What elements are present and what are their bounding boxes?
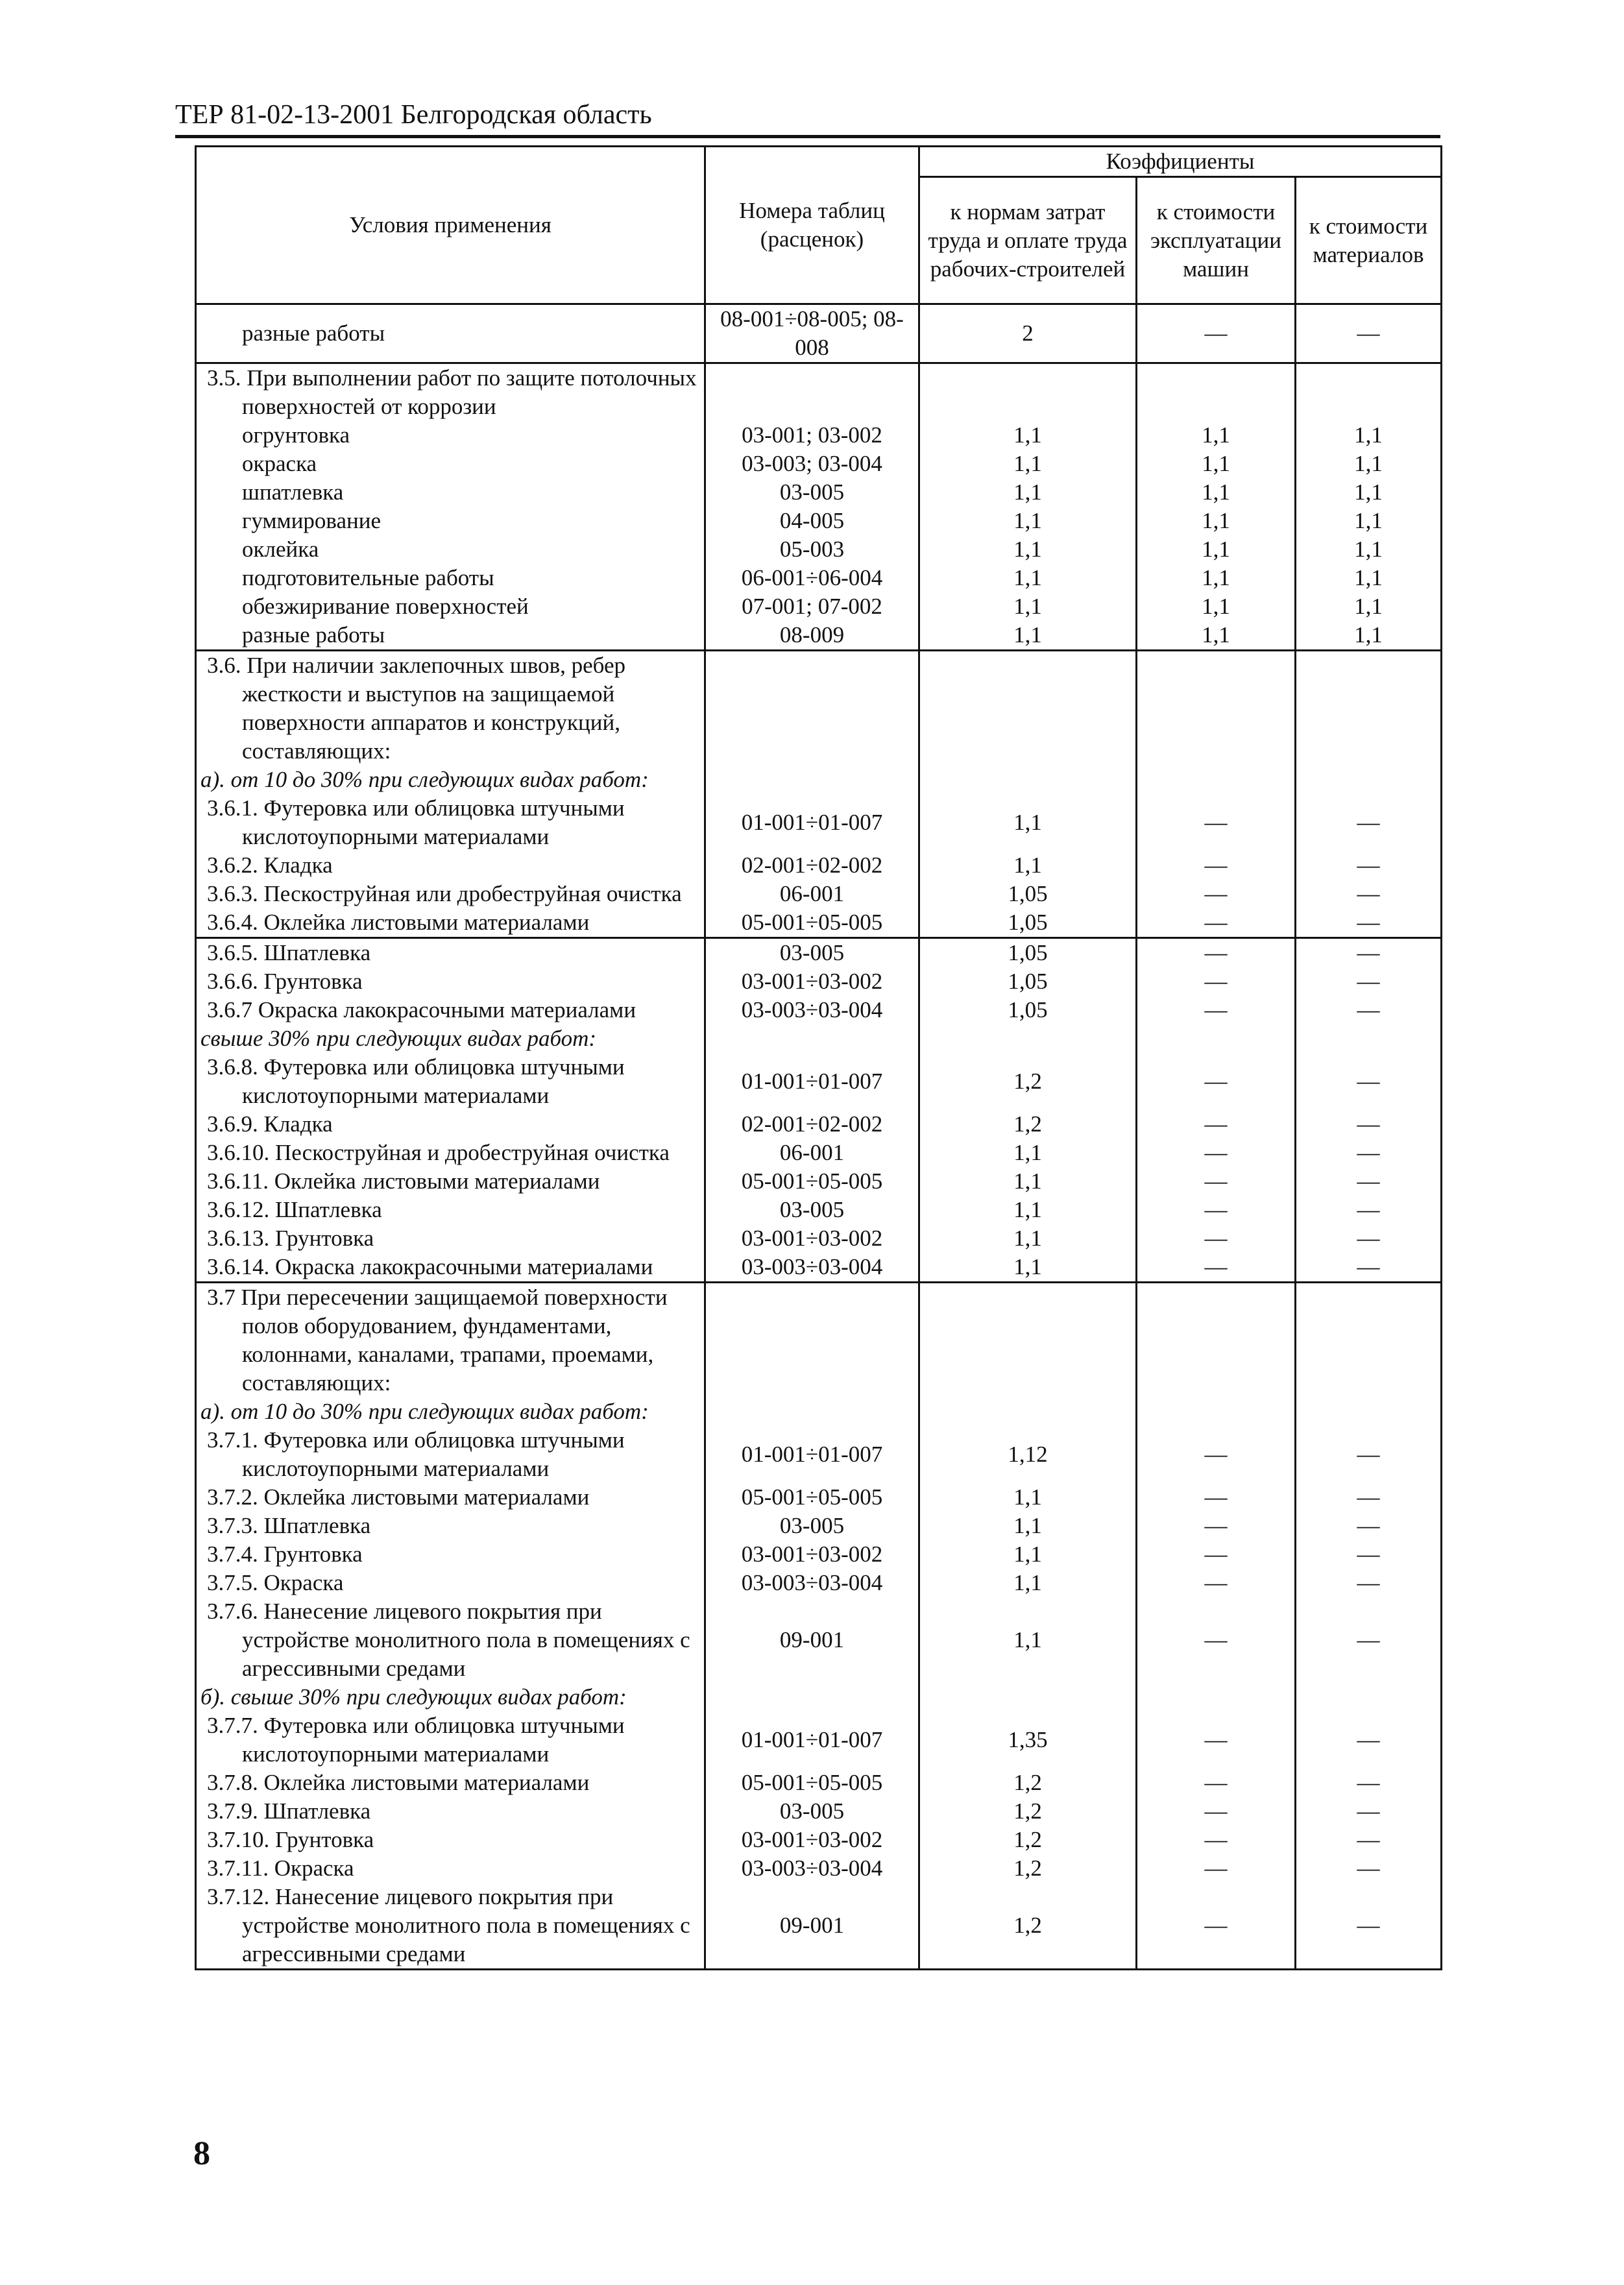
row-materials-coefficient: 1,1 — [1296, 621, 1442, 651]
row-condition: разные работы — [196, 304, 705, 363]
row-labor-coefficient: 1,2 — [919, 1053, 1137, 1110]
row-table-numbers: 03-005 — [705, 1196, 919, 1224]
row-condition: 3.6.4. Оклейка листовыми материалами — [196, 908, 705, 938]
row-machines-coefficient: — — [1137, 1224, 1296, 1253]
row-materials-coefficient: — — [1296, 996, 1442, 1024]
row-table-numbers: 03-001÷03-002 — [705, 1826, 919, 1854]
row-condition: 3.6.8. Футеровка или облицовка штучными кислотоупорными материалами — [196, 1053, 705, 1110]
row-table-numbers — [705, 1024, 919, 1053]
row-labor-coefficient: 1,1 — [919, 621, 1137, 651]
row-labor-coefficient: 2 — [919, 304, 1137, 363]
row-condition: 3.7.5. Окраска — [196, 1569, 705, 1597]
row-machines-coefficient: — — [1137, 1053, 1296, 1110]
row-machines-coefficient: 1,1 — [1137, 478, 1296, 507]
row-machines-coefficient: — — [1137, 1139, 1296, 1167]
row-machines-coefficient: — — [1137, 1167, 1296, 1196]
table-row — [196, 1483, 1442, 1512]
row-labor-coefficient: 1,1 — [919, 1139, 1137, 1167]
row-condition: 3.6.10. Пескоструйная и дробеструйная очистка — [196, 1139, 705, 1167]
row-machines-coefficient: — — [1137, 938, 1296, 968]
row-condition: 3.5. При выполнении работ по защите потолочных поверхностей от коррозии — [196, 363, 705, 422]
row-machines-coefficient — [1137, 651, 1296, 766]
table-row — [196, 1597, 1442, 1683]
row-condition: 3.7.6. Нанесение лицевого покрытия при устройстве монолитного пола в помещениях с агрессивными средами — [196, 1597, 705, 1683]
row-table-numbers: 03-003÷03-004 — [705, 1854, 919, 1883]
table-row — [196, 1854, 1442, 1883]
row-materials-coefficient: 1,1 — [1296, 535, 1442, 564]
table-row — [196, 1253, 1442, 1283]
table-row — [196, 1883, 1442, 1970]
row-condition: 3.7.4. Грунтовка — [196, 1540, 705, 1569]
row-table-numbers: 04-005 — [705, 507, 919, 535]
table-row — [196, 1683, 1442, 1711]
row-table-numbers: 01-001÷01-007 — [705, 1711, 919, 1769]
row-materials-coefficient: — — [1296, 1253, 1442, 1283]
row-table-numbers: 02-001÷02-002 — [705, 851, 919, 880]
row-machines-coefficient: — — [1137, 1253, 1296, 1283]
row-materials-coefficient: — — [1296, 1597, 1442, 1683]
row-table-numbers: 05-001÷05-005 — [705, 1483, 919, 1512]
row-table-numbers: 03-005 — [705, 938, 919, 968]
table-row — [196, 1110, 1442, 1139]
row-machines-coefficient: 1,1 — [1137, 535, 1296, 564]
table-row — [196, 1283, 1442, 1398]
running-header: ТЕР 81-02-13-2001 Белгородская область — [175, 97, 1440, 138]
row-condition: 3.7.8. Оклейка листовыми материалами — [196, 1769, 705, 1797]
row-condition: 3.6.9. Кладка — [196, 1110, 705, 1139]
row-materials-coefficient: — — [1296, 851, 1442, 880]
row-labor-coefficient: 1,12 — [919, 1426, 1137, 1483]
row-materials-coefficient: — — [1296, 1769, 1442, 1797]
row-machines-coefficient: — — [1137, 304, 1296, 363]
row-condition: 3.6. При наличии заклепочных швов, ребер жесткости и выступов на защищаемой поверхности аппаратов и конструкций, составляющих: — [196, 651, 705, 766]
row-condition: 3.6.14. Окраска лакокрасочными материалами — [196, 1253, 705, 1283]
row-labor-coefficient — [919, 651, 1137, 766]
row-labor-coefficient: 1,05 — [919, 967, 1137, 996]
header-coefficients: Коэффициенты — [919, 147, 1442, 177]
row-table-numbers: 03-003÷03-004 — [705, 1569, 919, 1597]
row-table-numbers — [705, 766, 919, 794]
row-condition: 3.6.12. Шпатлевка — [196, 1196, 705, 1224]
row-machines-coefficient: 1,1 — [1137, 564, 1296, 592]
page-number: 8 — [193, 2135, 210, 2172]
row-machines-coefficient: — — [1137, 1797, 1296, 1826]
row-machines-coefficient: — — [1137, 1110, 1296, 1139]
table-row — [196, 564, 1442, 592]
row-materials-coefficient: 1,1 — [1296, 564, 1442, 592]
table-row — [196, 651, 1442, 766]
row-condition: свыше 30% при следующих видах работ: — [196, 1024, 705, 1053]
row-machines-coefficient: — — [1137, 996, 1296, 1024]
row-machines-coefficient: — — [1137, 1854, 1296, 1883]
row-machines-coefficient: 1,1 — [1137, 450, 1296, 478]
row-labor-coefficient: 1,1 — [919, 450, 1137, 478]
row-labor-coefficient: 1,05 — [919, 880, 1137, 908]
table-row — [196, 1224, 1442, 1253]
row-table-numbers: 03-001; 03-002 — [705, 421, 919, 450]
table-row — [196, 1711, 1442, 1769]
row-table-numbers: 03-005 — [705, 478, 919, 507]
row-condition: 3.7.1. Футеровка или облицовка штучными кислотоупорными материалами — [196, 1426, 705, 1483]
row-table-numbers: 03-003; 03-004 — [705, 450, 919, 478]
row-machines-coefficient: — — [1137, 1512, 1296, 1540]
row-table-numbers: 03-003÷03-004 — [705, 996, 919, 1024]
row-condition: 3.7.12. Нанесение лицевого покрытия при устройстве монолитного пола в помещениях с агрессивными средами — [196, 1883, 705, 1970]
row-labor-coefficient: 1,2 — [919, 1854, 1137, 1883]
table-row — [196, 1426, 1442, 1483]
row-machines-coefficient: — — [1137, 1483, 1296, 1512]
row-labor-coefficient: 1,35 — [919, 1711, 1137, 1769]
row-materials-coefficient: — — [1296, 1569, 1442, 1597]
row-materials-coefficient: — — [1296, 1711, 1442, 1769]
row-condition: а). от 10 до 30% при следующих видах работ: — [196, 1397, 705, 1426]
row-table-numbers — [705, 651, 919, 766]
row-materials-coefficient: — — [1296, 908, 1442, 938]
row-condition: 3.7.3. Шпатлевка — [196, 1512, 705, 1540]
row-materials-coefficient — [1296, 766, 1442, 794]
row-table-numbers: 09-001 — [705, 1883, 919, 1970]
row-materials-coefficient — [1296, 1397, 1442, 1426]
row-condition: б). свыше 30% при следующих видах работ: — [196, 1683, 705, 1711]
row-condition: обезжиривание поверхностей — [196, 592, 705, 621]
row-table-numbers — [705, 1397, 919, 1426]
row-materials-coefficient: 1,1 — [1296, 478, 1442, 507]
table-row — [196, 1397, 1442, 1426]
row-table-numbers: 01-001÷01-007 — [705, 794, 919, 851]
row-condition: шпатлевка — [196, 478, 705, 507]
row-materials-coefficient: 1,1 — [1296, 592, 1442, 621]
row-machines-coefficient — [1137, 363, 1296, 422]
row-machines-coefficient: — — [1137, 908, 1296, 938]
row-labor-coefficient: 1,2 — [919, 1826, 1137, 1854]
row-labor-coefficient — [919, 363, 1137, 422]
table-row — [196, 938, 1442, 968]
table-row — [196, 478, 1442, 507]
row-labor-coefficient: 1,1 — [919, 1167, 1137, 1196]
table-row — [196, 1769, 1442, 1797]
row-machines-coefficient: — — [1137, 1426, 1296, 1483]
row-condition: 3.7.11. Окраска — [196, 1854, 705, 1883]
row-machines-coefficient: — — [1137, 1883, 1296, 1970]
row-labor-coefficient: 1,2 — [919, 1769, 1137, 1797]
row-table-numbers: 03-003÷03-004 — [705, 1253, 919, 1283]
row-materials-coefficient: 1,1 — [1296, 450, 1442, 478]
row-machines-coefficient: 1,1 — [1137, 621, 1296, 651]
row-materials-coefficient: — — [1296, 967, 1442, 996]
table-row — [196, 592, 1442, 621]
row-labor-coefficient: 1,05 — [919, 996, 1137, 1024]
table-row — [196, 1826, 1442, 1854]
row-materials-coefficient: — — [1296, 1139, 1442, 1167]
row-machines-coefficient: — — [1137, 1540, 1296, 1569]
row-condition: 3.7.9. Шпатлевка — [196, 1797, 705, 1826]
row-labor-coefficient: 1,1 — [919, 851, 1137, 880]
table-row — [196, 1196, 1442, 1224]
row-condition: огрунтовка — [196, 421, 705, 450]
table-row — [196, 507, 1442, 535]
row-materials-coefficient — [1296, 651, 1442, 766]
row-table-numbers: 06-001 — [705, 1139, 919, 1167]
table-row — [196, 967, 1442, 996]
row-labor-coefficient: 1,1 — [919, 1512, 1137, 1540]
row-materials-coefficient: — — [1296, 1512, 1442, 1540]
row-materials-coefficient: 1,1 — [1296, 507, 1442, 535]
row-labor-coefficient — [919, 1683, 1137, 1711]
table-row — [196, 450, 1442, 478]
row-materials-coefficient: — — [1296, 880, 1442, 908]
table-row — [196, 421, 1442, 450]
table-row — [196, 1569, 1442, 1597]
row-table-numbers: 03-005 — [705, 1512, 919, 1540]
row-condition: 3.6.6. Грунтовка — [196, 967, 705, 996]
row-materials-coefficient: — — [1296, 1540, 1442, 1569]
row-machines-coefficient — [1137, 1683, 1296, 1711]
row-machines-coefficient: — — [1137, 1826, 1296, 1854]
table-row — [196, 363, 1442, 422]
row-condition: гуммирование — [196, 507, 705, 535]
row-condition: 3.6.13. Грунтовка — [196, 1224, 705, 1253]
row-machines-coefficient: — — [1137, 1711, 1296, 1769]
table-row — [196, 766, 1442, 794]
row-condition: 3.6.11. Оклейка листовыми материалами — [196, 1167, 705, 1196]
table-row — [196, 908, 1442, 938]
row-materials-coefficient — [1296, 1683, 1442, 1711]
row-materials-coefficient: — — [1296, 794, 1442, 851]
header-labor: к нормам затрат труда и оплате труда рабочих-строителей — [919, 177, 1137, 304]
row-materials-coefficient: — — [1296, 304, 1442, 363]
row-condition: 3.7.2. Оклейка листовыми материалами — [196, 1483, 705, 1512]
header-table-numbers: Номера таблиц (расценок) — [705, 147, 919, 304]
row-materials-coefficient: — — [1296, 1797, 1442, 1826]
table-row — [196, 851, 1442, 880]
row-materials-coefficient: — — [1296, 1854, 1442, 1883]
row-machines-coefficient: 1,1 — [1137, 507, 1296, 535]
header-conditions: Условия применения — [196, 147, 705, 304]
row-condition: 3.7.7. Футеровка или облицовка штучными кислотоупорными материалами — [196, 1711, 705, 1769]
row-machines-coefficient: — — [1137, 851, 1296, 880]
table-row — [196, 304, 1442, 363]
row-labor-coefficient — [919, 1397, 1137, 1426]
row-labor-coefficient: 1,05 — [919, 908, 1137, 938]
table-row — [196, 535, 1442, 564]
row-machines-coefficient — [1137, 1024, 1296, 1053]
row-materials-coefficient: — — [1296, 1167, 1442, 1196]
row-materials-coefficient: — — [1296, 1426, 1442, 1483]
table-row — [196, 621, 1442, 651]
row-machines-coefficient: 1,1 — [1137, 592, 1296, 621]
table-row — [196, 794, 1442, 851]
row-labor-coefficient: 1,1 — [919, 1253, 1137, 1283]
row-table-numbers: 06-001 — [705, 880, 919, 908]
row-labor-coefficient: 1,1 — [919, 507, 1137, 535]
row-table-numbers: 01-001÷01-007 — [705, 1426, 919, 1483]
header-materials: к стоимости материалов — [1296, 177, 1442, 304]
row-table-numbers: 05-001÷05-005 — [705, 908, 919, 938]
row-condition: а). от 10 до 30% при следующих видах работ: — [196, 766, 705, 794]
table-row — [196, 1139, 1442, 1167]
row-table-numbers — [705, 1683, 919, 1711]
row-materials-coefficient: — — [1296, 1826, 1442, 1854]
row-condition: разные работы — [196, 621, 705, 651]
table-row — [196, 996, 1442, 1024]
row-machines-coefficient — [1137, 766, 1296, 794]
row-table-numbers: 08-009 — [705, 621, 919, 651]
row-table-numbers: 05-001÷05-005 — [705, 1769, 919, 1797]
table-row — [196, 1167, 1442, 1196]
table-row — [196, 1024, 1442, 1053]
row-materials-coefficient: — — [1296, 1883, 1442, 1970]
row-table-numbers: 06-001÷06-004 — [705, 564, 919, 592]
row-machines-coefficient: — — [1137, 1569, 1296, 1597]
row-table-numbers: 03-001÷03-002 — [705, 1224, 919, 1253]
row-machines-coefficient: — — [1137, 794, 1296, 851]
row-machines-coefficient: — — [1137, 967, 1296, 996]
row-machines-coefficient — [1137, 1397, 1296, 1426]
row-condition: 3.6.3. Пескоструйная или дробеструйная очистка — [196, 880, 705, 908]
row-condition: 3.6.1. Футеровка или облицовка штучными кислотоупорными материалами — [196, 794, 705, 851]
row-labor-coefficient: 1,1 — [919, 535, 1137, 564]
coefficients-table — [195, 145, 1442, 1970]
row-labor-coefficient: 1,05 — [919, 938, 1137, 968]
row-condition: 3.7 При пересечении защищаемой поверхности полов оборудованием, фундаментами, колоннами, каналами, трапами, проемами, составляющих: — [196, 1283, 705, 1398]
row-materials-coefficient: — — [1296, 1483, 1442, 1512]
row-materials-coefficient: — — [1296, 1196, 1442, 1224]
table-row — [196, 1540, 1442, 1569]
row-table-numbers: 03-001÷03-002 — [705, 1540, 919, 1569]
row-machines-coefficient: — — [1137, 1196, 1296, 1224]
row-machines-coefficient — [1137, 1283, 1296, 1398]
table-body — [196, 304, 1442, 1970]
row-labor-coefficient: 1,2 — [919, 1883, 1137, 1970]
row-table-numbers — [705, 363, 919, 422]
row-materials-coefficient: 1,1 — [1296, 421, 1442, 450]
table-row — [196, 1797, 1442, 1826]
row-machines-coefficient: — — [1137, 880, 1296, 908]
row-materials-coefficient — [1296, 1283, 1442, 1398]
row-machines-coefficient: 1,1 — [1137, 421, 1296, 450]
row-materials-coefficient — [1296, 363, 1442, 422]
row-labor-coefficient: 1,1 — [919, 564, 1137, 592]
row-machines-coefficient: — — [1137, 1597, 1296, 1683]
row-labor-coefficient — [919, 766, 1137, 794]
row-labor-coefficient: 1,2 — [919, 1797, 1137, 1826]
row-labor-coefficient: 1,1 — [919, 421, 1137, 450]
row-labor-coefficient — [919, 1024, 1137, 1053]
row-labor-coefficient: 1,1 — [919, 1224, 1137, 1253]
row-condition: 3.7.10. Грунтовка — [196, 1826, 705, 1854]
row-materials-coefficient: — — [1296, 1224, 1442, 1253]
row-table-numbers: 01-001÷01-007 — [705, 1053, 919, 1110]
row-condition: 3.6.7 Окраска лакокрасочными материалами — [196, 996, 705, 1024]
table-row — [196, 880, 1442, 908]
row-labor-coefficient: 1,2 — [919, 1110, 1137, 1139]
row-table-numbers: 08-001÷08-005; 08-008 — [705, 304, 919, 363]
row-materials-coefficient: — — [1296, 938, 1442, 968]
row-condition: 3.6.2. Кладка — [196, 851, 705, 880]
row-table-numbers: 09-001 — [705, 1597, 919, 1683]
row-labor-coefficient: 1,1 — [919, 478, 1137, 507]
row-table-numbers — [705, 1283, 919, 1398]
row-materials-coefficient — [1296, 1024, 1442, 1053]
row-condition: оклейка — [196, 535, 705, 564]
row-table-numbers: 03-005 — [705, 1797, 919, 1826]
row-labor-coefficient: 1,1 — [919, 794, 1137, 851]
table-row — [196, 1053, 1442, 1110]
header-machines: к стоимости эксплуатации машин — [1137, 177, 1296, 304]
row-condition: окраска — [196, 450, 705, 478]
table-row — [196, 1512, 1442, 1540]
row-labor-coefficient: 1,1 — [919, 592, 1137, 621]
row-materials-coefficient: — — [1296, 1110, 1442, 1139]
row-materials-coefficient: — — [1296, 1053, 1442, 1110]
row-labor-coefficient: 1,1 — [919, 1569, 1137, 1597]
table-header — [196, 147, 1442, 304]
row-table-numbers: 03-001÷03-002 — [705, 967, 919, 996]
row-condition: 3.6.5. Шпатлевка — [196, 938, 705, 968]
row-table-numbers: 05-003 — [705, 535, 919, 564]
row-table-numbers: 07-001; 07-002 — [705, 592, 919, 621]
row-machines-coefficient: — — [1137, 1769, 1296, 1797]
row-table-numbers: 02-001÷02-002 — [705, 1110, 919, 1139]
row-labor-coefficient — [919, 1283, 1137, 1398]
row-labor-coefficient: 1,1 — [919, 1540, 1137, 1569]
row-labor-coefficient: 1,1 — [919, 1597, 1137, 1683]
row-table-numbers: 05-001÷05-005 — [705, 1167, 919, 1196]
row-labor-coefficient: 1,1 — [919, 1483, 1137, 1512]
row-labor-coefficient: 1,1 — [919, 1196, 1137, 1224]
row-condition: подготовительные работы — [196, 564, 705, 592]
